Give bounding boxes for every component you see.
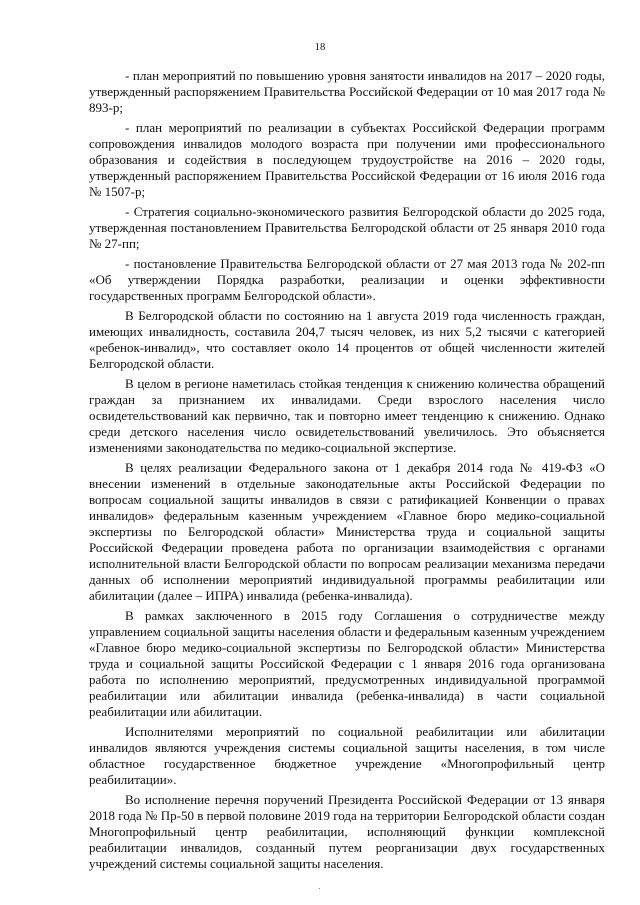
paragraph-disability-statistics: В Белгородской области по состоянию на 1 августа 2019 года численность граждан, имеющих инвалидность, составила 204,7 тысяч человек, из них 5,2 тысячи с категорией «ребенок-инвалид», что составляет около 14 процентов от общей численности жителей Белгородской области. — [89, 308, 605, 371]
paragraph-plan-employment: - план мероприятий по повышению уровня занятости инвалидов на 2017 – 2020 годы, утвержденный распоряжением Правительства Российской Федерации от 10 мая 2017 года № 893-р; — [89, 68, 605, 115]
scan-speck — [319, 888, 320, 889]
page-number: 18 — [314, 42, 326, 53]
paragraph-cooperation-agreement: В рамках заключенного в 2015 году Соглашения о сотрудничестве между управлением социальной защиты населения области и федеральным казенным учреждением «Главное бюро медико-социальной экспертизы по Белгородской области» Министерства труда и социальной защиты Российской Федерации с 1 января 2016 года организована работа по исполнению мероприятий, предусмотренных индивидуальной программой реабилитации или абилитации инвалида (ребенка-инвалида) в части социальной реабилитации или абилитации. — [89, 608, 605, 719]
paragraph-federal-law-419: В целях реализации Федерального закона от 1 декабря 2014 года № 419-ФЗ «О внесении изменений в отдельные законодательные акты Российской Федерации по вопросам социальной защиты инвалидов в связи с ратификацией Конвенции о правах инвалидов» федеральным казенным учреждением «Главное бюро медико-социальной экспертизы по Белгородской области» Министерства труда и социальной защиты Российской Федерации проведена работа по организации взаимодействия с органами исполнительной власти Белгородской области по вопросам реализации механизма передачи данных об исполнении мероприятий индивидуальной программы реабилитации или абилитации (далее – ИПРА) инвалида (ребенка-инвалида). — [89, 460, 605, 603]
paragraph-resolution-202pp: - постановление Правительства Белгородской области от 27 мая 2013 года № 202-пп «Об утверждении Порядка разработки, реализации и оценки эффективности государственных программ Белгородской области». — [89, 256, 605, 303]
paragraph-rehabilitation-executors: Исполнителями мероприятий по социальной реабилитации или абилитации инвалидов являются учреждения системы социальной защиты населения, в том числе областное государственное бюджетное учреждение «Многопрофильный центр реабилитации». — [89, 724, 605, 787]
document-body — [89, 68, 605, 872]
paragraph-examination-trend: В целом в регионе наметилась стойкая тенденция к снижению количества обращений граждан за признанием их инвалидами. Среди взрослого населения число освидетельствований как первично, так и повторно имеет тенденцию к снижению. Однако среди детского населения число освидетельствований увеличилось. Это объясняется изменениями законодательства по медико-социальной экспертизе. — [89, 376, 605, 455]
paragraph-strategy-2025: - Стратегия социально-экономического развития Белгородской области до 2025 года, утвержденная постановлением Правительства Белгородской области от 25 января 2010 года № 27-пп; — [89, 204, 605, 251]
paragraph-plan-youth-support: - план мероприятий по реализации в субъектах Российской Федерации программ сопровождения инвалидов молодого возраста при получении ими профессионального образования и содействия в последующем трудоустройстве на 2016 – 2020 годы, утвержденный распоряжением Правительства Российской Федерации от 16 июля 2016 года № 1507-р; — [89, 120, 605, 199]
paragraph-president-instructions: Во исполнение перечня поручений Президента Российской Федерации от 13 января 2018 года № Пр-50 в первой половине 2019 года на территории Белгородской области создан Многопрофильный центр реабилитации, исполняющий функции комплексной реабилитации инвалидов, созданный путем реорганизации двух государственных учреждений системы социальной защиты населения. — [89, 792, 605, 871]
